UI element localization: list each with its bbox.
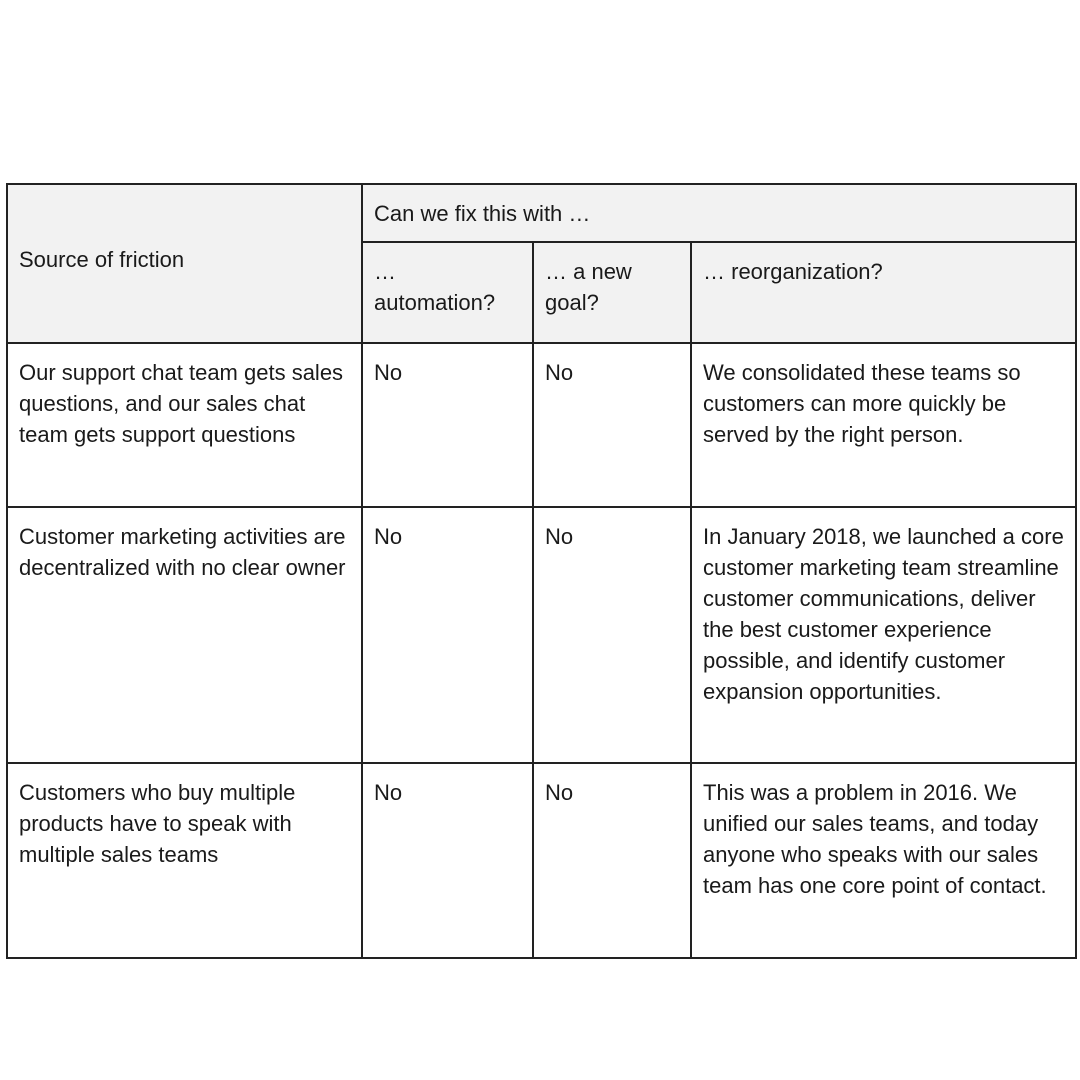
fix-with-group-header-text: Can we fix this with … bbox=[374, 200, 591, 226]
automation-header bbox=[362, 242, 533, 343]
table-row bbox=[7, 763, 1076, 958]
reorganization-header bbox=[691, 242, 1076, 343]
new-goal-cell bbox=[533, 343, 691, 507]
automation-cell bbox=[362, 763, 533, 958]
reorganization-cell bbox=[691, 343, 1076, 507]
source-text: Our support chat team gets sales questions, and our sales chat team gets support questions bbox=[19, 360, 344, 447]
source-cell bbox=[7, 763, 362, 958]
reorganization-cell bbox=[691, 763, 1076, 958]
source-text: Customers who buy multiple products have to speak with multiple sales teams bbox=[19, 780, 296, 867]
automation-cell bbox=[362, 507, 533, 763]
new-goal-cell bbox=[533, 763, 691, 958]
source-text: Customer marketing activities are decentralized with no clear owner bbox=[19, 524, 346, 580]
new-goal-value: No bbox=[545, 524, 574, 549]
new-goal-value: No bbox=[545, 360, 574, 385]
automation-value: No bbox=[374, 360, 403, 385]
new-goal-value: No bbox=[545, 780, 574, 805]
automation-cell bbox=[362, 343, 533, 507]
reorganization-text: We consolidated these teams so customers can more quickly be served by the right person. bbox=[703, 360, 1021, 447]
reorganization-cell bbox=[691, 507, 1076, 763]
fix-with-group-header bbox=[362, 184, 1076, 242]
automation-value: No bbox=[374, 780, 403, 805]
reorganization-text: In January 2018, we launched a core customer marketing team streamline customer communications, deliver the best customer experience possible, and identify customer expansion opportunities. bbox=[703, 524, 1064, 704]
table-row bbox=[7, 343, 1076, 507]
table-row bbox=[7, 507, 1076, 763]
new-goal-header-text: … a new goal? bbox=[545, 259, 632, 315]
friction-table bbox=[6, 183, 1077, 959]
new-goal-cell bbox=[533, 507, 691, 763]
source-of-friction-header bbox=[7, 184, 362, 343]
automation-value: No bbox=[374, 524, 403, 549]
reorganization-header-text: … reorganization? bbox=[703, 259, 883, 284]
source-cell bbox=[7, 343, 362, 507]
source-cell bbox=[7, 507, 362, 763]
reorganization-text: This was a problem in 2016. We unified our sales teams, and today anyone who speaks with our sales team has one core point of contact. bbox=[703, 780, 1047, 898]
source-of-friction-header-text: Source of friction bbox=[19, 247, 185, 272]
new-goal-header bbox=[533, 242, 691, 343]
automation-header-text: … automation? bbox=[374, 259, 496, 315]
header-row-top bbox=[7, 184, 1076, 242]
